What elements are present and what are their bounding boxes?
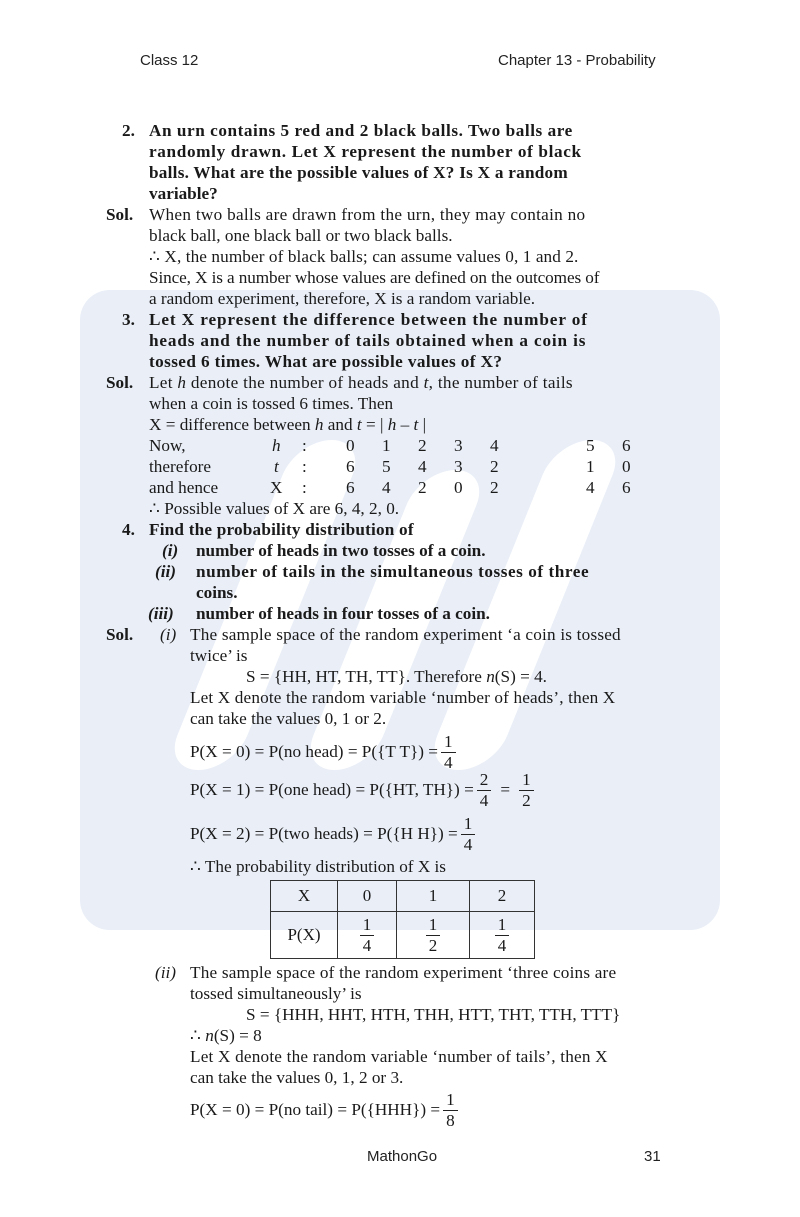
subpart-label: (ii) — [155, 963, 176, 982]
row-value: 5 — [586, 436, 595, 455]
row-value: 2 — [490, 457, 499, 476]
row-value: 4 — [490, 436, 499, 455]
row-variable: h — [272, 436, 281, 455]
subpart-text: number of heads in four tosses of a coin. — [196, 604, 490, 623]
probability-distribution-table — [270, 880, 535, 959]
row-colon: : — [302, 478, 307, 497]
fraction: $\frac{1}{4}$ — [461, 814, 476, 855]
row-value: 2 — [418, 478, 427, 497]
question-text: randomly drawn. Let X represent the number of black — [149, 142, 582, 161]
solution-text: black ball, one black ball or two black balls. — [149, 226, 453, 245]
subpart-label: (i) — [162, 541, 179, 560]
row-value: 0 — [622, 457, 631, 476]
subpart-text: number of tails in the simultaneous tosses of three — [196, 562, 590, 581]
table-cell: $\frac{1}{4}$ — [470, 912, 535, 959]
subpart-label: (ii) — [155, 562, 176, 581]
fraction: $\frac{2}{4}$ — [477, 770, 492, 811]
fraction: $\frac{1}{4}$ — [441, 732, 456, 773]
question-text: Let X represent the difference between the number of — [149, 310, 588, 329]
table-cell: 0 — [338, 881, 397, 912]
table-cell: P(X) — [271, 912, 338, 959]
solution-text: tossed simultaneously’ is — [190, 984, 362, 1003]
solution-text: a random experiment, therefore, X is a random variable. — [149, 289, 536, 308]
header-chapter: Chapter 13 - Probability — [498, 52, 656, 69]
solution-text: S = {HH, HT, TH, TT}. Therefore n(S) = 4. — [246, 667, 547, 686]
solution-label: Sol. — [106, 205, 134, 224]
row-value: 2 — [418, 436, 427, 455]
row-value: 6 — [346, 457, 355, 476]
row-value: 6 — [622, 436, 631, 455]
footer-brand: MathonGo — [367, 1148, 438, 1165]
question-text: balls. What are the possible values of X? Is X a random — [149, 163, 568, 182]
row-value: 1 — [586, 457, 595, 476]
solution-text: ∴ n(S) = 8 — [190, 1026, 262, 1045]
solution-text: can take the values 0, 1 or 2. — [190, 709, 387, 728]
question-text: variable? — [149, 184, 218, 203]
subpart-text: coins. — [196, 583, 238, 602]
table-cell: $\frac{1}{4}$ — [338, 912, 397, 959]
question-text: heads and the number of tails obtained when a coin is — [149, 331, 587, 350]
solution-text: when a coin is tossed 6 times. Then — [149, 394, 394, 413]
row-value: 1 — [382, 436, 391, 455]
solution-text: Let X denote the random variable ‘number of heads’, then X — [190, 688, 616, 707]
solution-text: The sample space of the random experiment ‘three coins are — [190, 963, 617, 982]
probability-equation: P(X = 0) = P(no head) = P({T T}) = $\frac{1}{4}$ — [190, 730, 459, 774]
row-value: 0 — [346, 436, 355, 455]
probability-equation: P(X = 1) = P(one head) = P({HT, TH}) = $\frac{2}{4}$ = $\frac{1}{2}$ — [190, 768, 537, 812]
row-value: 4 — [586, 478, 595, 497]
row-variable: t — [274, 457, 279, 476]
solution-text: twice’ is — [190, 646, 248, 665]
row-label: and hence — [149, 478, 219, 497]
question-text: tossed 6 times. What are possible values of X? — [149, 352, 503, 371]
row-value: 5 — [382, 457, 391, 476]
row-colon: : — [302, 457, 307, 476]
solution-text: ∴ Possible values of X are 6, 4, 2, 0. — [149, 499, 400, 518]
solution-label: Sol. — [106, 625, 134, 644]
solution-text: ∴ X, the number of black balls; can assume values 0, 1 and 2. — [149, 247, 579, 266]
table-row — [271, 912, 535, 959]
table-cell: 1 — [397, 881, 470, 912]
values-row — [0, 456, 800, 477]
question-number: 2. — [122, 121, 135, 140]
row-label: Now, — [149, 436, 186, 455]
probability-equation: P(X = 0) = P(no tail) = P({HHH}) = $\frac{1}{8}$ — [190, 1088, 461, 1132]
solution-text: The sample space of the random experiment ‘a coin is tossed — [190, 625, 621, 644]
question-text: An urn contains 5 red and 2 black balls. Two balls are — [149, 121, 573, 140]
table-cell: $\frac{1}{2}$ — [397, 912, 470, 959]
solution-text: can take the values 0, 1, 2 or 3. — [190, 1068, 404, 1087]
row-variable: X — [270, 478, 283, 497]
row-value: 6 — [346, 478, 355, 497]
solution-text: Let X denote the random variable ‘number of tails’, then X — [190, 1047, 608, 1066]
solution-text: Since, X is a number whose values are defined on the outcomes of — [149, 268, 600, 287]
solution-text: When two balls are drawn from the urn, they may contain no — [149, 205, 586, 224]
probability-equation: P(X = 2) = P(two heads) = P({H H}) = $\frac{1}{4}$ — [190, 812, 478, 856]
row-value: 2 — [490, 478, 499, 497]
values-row — [0, 477, 800, 498]
row-value: 6 — [622, 478, 631, 497]
question-number: 4. — [122, 520, 135, 539]
subpart-label: (iii) — [148, 604, 174, 623]
row-value: 4 — [382, 478, 391, 497]
subpart-label: (i) — [160, 625, 177, 644]
subpart-text: number of heads in two tosses of a coin. — [196, 541, 486, 560]
table-cell: X — [271, 881, 338, 912]
header-class: Class 12 — [140, 52, 199, 69]
row-value: 0 — [454, 478, 463, 497]
page-number: 31 — [644, 1148, 661, 1165]
question-number: 3. — [122, 310, 135, 329]
row-label: therefore — [149, 457, 212, 476]
solution-label: Sol. — [106, 373, 134, 392]
fraction: $\frac{1}{2}$ — [519, 770, 534, 811]
table-cell: 2 — [470, 881, 535, 912]
solution-text: X = difference between h and t = | h – t | — [149, 415, 427, 434]
values-row — [0, 435, 800, 456]
row-colon: : — [302, 436, 307, 455]
solution-text: S = {HHH, HHT, HTH, THH, HTT, THT, TTH, TTT} — [246, 1005, 621, 1024]
row-value: 3 — [454, 457, 463, 476]
fraction: $\frac{1}{8}$ — [443, 1090, 458, 1131]
row-value: 4 — [418, 457, 427, 476]
row-value: 3 — [454, 436, 463, 455]
solution-text: ∴ The probability distribution of X is — [190, 857, 446, 876]
question-text: Find the probability distribution of — [149, 520, 414, 539]
table-row — [271, 881, 535, 912]
solution-text: Let h denote the number of heads and t, the number of tails — [149, 373, 573, 392]
